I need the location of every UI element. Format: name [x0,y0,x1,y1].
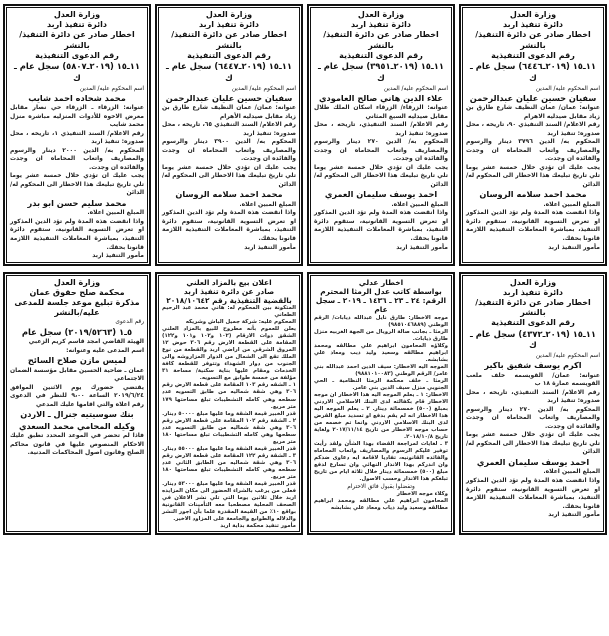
notice-heading: محكمة صلح حقوق عمان [29,287,125,297]
notice-text: المحكوم به/ الدين ٢٠٠٠ دينار والرسوم والمصاريف واتعاب المحاماه ان وجدت والفائده ان وجدت. [10,146,144,171]
notice-text: اسم المحكوم عليه/ المدين [535,85,600,92]
party-name: محمد سليم حسن ابو بدر [27,197,127,208]
court-hearing-notice [3,272,151,535]
execution-notice-4372 [459,272,607,535]
notice-heading: الرقم: ٢٤ ـ ٢٣ ـ ١٤٣٦ ـ ٢٠١٩ ـ سجل عام [315,296,447,315]
notice-text: مأمور التنفيذ اربد [244,243,296,251]
notice-text: ٣ ـ لغايات لمراجعة القضاء بهذا الشأن ولقد رأيت توفير عليكم الرسوم والمصاريف واتعاب المحاماه والفائده القانونيه، تفاديا لاقامة ايه دعاوى ضدكم وان انذركم بهذا الانذار النهائي وان تسارع لدفع مبلغ (٥٠٠) خمسمائة دينار خلال ثلاثة ايام من تاريخ تبلغكم هذا الانذار وحسب الاصول. [314,440,449,482]
notice-text: يجب عليك ان تؤدي خلال خمسة عشر يوما تلي تاريخ تبليغك هذا الاخطار الى المحكوم له/ الدائن [10,172,144,197]
notice-text: الرمثا ـ خلف محكمة الرمثا النظامية ـ الحي الجنوبي منزل سيف الدين بني عامر. [314,377,448,391]
notice-text: اسم المدعى عليه وعنوانه: [66,346,144,354]
notice-text: يجب عليك ان تؤدي خلال خمسة عشر يوما تلي تاريخ تبليغك هذا الاخطار الى المحكوم له/ الدائن [466,431,600,456]
party-name: سفيان حسين عليان عبدالرحمن [469,92,597,103]
notice-text: واذا انقضت هذه المدة ولم تؤد الدين المذكور او تعرض التسوية القانونية، ستقوم دائرة التنفيذ، بمباشرة المعاملات التنفيذية اللازمة قانونا بحقك. [314,209,448,242]
notice-text: قدر الخبير قيمة الشقة وما عليها مبلغ ٥٠٠٠٠ دينار. [162,410,296,417]
notice-heading: رقم الدعوى التنفيذية [187,50,271,60]
case-number: ١١ـ١٥ (٢٠١٩ـ٦٤٤٧) سجل عام ـ ك [165,61,293,83]
notice-text: عمان ـ ضاحية الحسين مقابل مؤسسة الضمان الاجتماعي [10,366,144,383]
notice-heading: اخطار صادر عن دائرة التنفيذ/بالنشر [171,30,287,50]
notice-text: الرمثا ـ بجانب صالة الرويال من الجهة الغربيه منزل طارق ذيابات. [314,328,448,342]
notice-text: يجب عليك ان تؤدي خلال خمسة عشر يوما تلي تاريخ تبليغك هذا الاخطار الى المحكوم له/ الدائن [466,163,600,188]
execution-notice-6446 [459,4,607,266]
notice-text: مأمور التنفيذ اربد [92,252,144,260]
notice-text: المحكوم به/ الدين ٢٧٠ دينار والرسوم والمصاريف واتعاب المحاماه ان وجدت والفائده ان وجدت. [314,138,448,163]
notice-text: يجب عليك ان تؤدي خلال خمسة عشر يوما تلي تاريخ تبليغك هذا الاخطار الى المحكوم له/ الدائن [314,163,448,188]
notice-heading: وزارة العدل [509,10,557,19]
case-number: ١١ـ١٥ (٢٠١٩ـ٤٣٧٢) سجل عام ـ ك [469,328,597,351]
execution-notice-5807 [3,4,151,266]
notice-heading: صادر عن دائرة تنفيذ اربد [183,286,275,296]
notice-heading: دائرة تنفيذ اربد [46,20,107,30]
notice-heading: مذكرة تبليغ موعد جلسة للمدعى [14,298,140,308]
party-name: اكرم يوسف شفيق باكير [484,360,582,371]
notice-text: ١ ـ الشقه رقم ١٠٣ المقامة على قطعة الارض رقم ٣٠٦ وهي شقة شماليه من طابق التسويه عدد سطحه وهي كامله التشطيبات تبلغ مساحتها ١٧٩ متر مربع. [162,382,297,410]
notice-text: واذا انقضت هذه المدة ولم تؤد الدين المذكور او تعرض التسوية القانونية، ستقوم دائرة التنفيذ، بمباشرة المعاملات التنفيذية اللازمة قانونا بحقك. [466,209,600,242]
notice-heading: وزارة العدل [205,10,253,19]
notice-text: المبلغ المبين اعلاه. [239,200,296,208]
notice-text: رقم الاعلام/ السند التنفيذي، تاريخه ، محل صدوره: تنفيذ اربد [466,388,600,405]
notice-text: المحكوم به/ الدين ٢٧٠ دينار والرسوم والمصاريف واتعاب المحاماه ان وجدت والفائده ان وجدت. [466,405,600,430]
notice-text: عنوانه: عمان/ عمان النظيف شارع طارق بن زياد مقابل صيدليه الاهرام [466,104,600,120]
notice-heading: اخطار صادر عن دائرة التنفيذ/بالنشر [323,30,439,50]
notice-text: المبلغ المبين اعلاه. [391,200,448,208]
notice-text: موجه الاخطار: طارق نايل عبدالله ذيابات/ الرقم الوطني (٩٨٥١٠٤٦٨٨٩) [314,314,448,328]
notice-heading: دائرة تنفيذ اربد [502,287,563,297]
notice-heading: بالقضية التنفيذية رقم ٢٠١٨/١٠٦٤٢ [166,296,292,306]
party-name: محمد احمد سلامه الروسان [175,189,283,200]
case-number: ١١ـ١٥ (٢٠١٩ـ٥٨٠٧) سجل عام ـ ك [13,61,141,83]
notice-text: واذا انقضت هذه المدة ولم تؤد الدين المذكور او تعرض التسوية القانونية، ستقوم دائرة التنفيذ، بمباشرة المعاملات التنفيذية اللازمة قانونا بحقك. [10,217,144,251]
notice-heading: وزارة العدل [509,277,557,287]
notice-heading: رقم الدعوى التنفيذية [491,50,575,60]
notice-text: وكلاؤه المحامون ابراهيم علي مطالقه ومحمد ابراهيم مطالقه وسعيد وليد ذيب ومعاذ علي بشابشه. [314,342,448,363]
notice-text: واذا انقضت هذه المدة ولم تؤد الدين المذكور او تعرض التسوية القانونية، ستقوم دائرة التنفيذ، بمباشرة المعاملات التنفيذية اللازمة قانونا بحقك. [162,209,296,242]
notice-text: ٣ ـ الشقة رقم ١٢٢ المقامة على قطعة الارض رقم ٣٠٦ وهي شقة شماليه من الطابق الثاني عدد سطحه وهي كامله التشطيبات تبلغ مساحتها ١٨٠ متر مربع. [162,452,297,480]
notice-text: يجب عليك ان تؤدي خلال خمسة عشر يوما تلي تاريخ تبليغك هذا الاخطار الى المحكوم له/ الدائن [162,163,296,188]
notice-heading: رقم الدعوى التنفيذية [35,50,119,60]
notice-text: رقم الاعلام/ السند التنفيذي ٦٥، تاريخه ، محل صدوره: تنفيذ اربد [162,121,296,137]
notice-text: المبلغ المبين اعلاه. [543,468,600,476]
notice-heading: عليه/بالنشر [54,308,100,318]
notice-text: فاذا لم تحضر في الموعد المحدد تطبق عليك الاحكام المنصوص عليها في قانون محاكم الصلح وقانون اصول المحاكمات المدنية. [10,432,144,457]
notice-text: رقم الاعلام/ السند التنفيذي ١، تاريخه ، محل صدوره: تنفيذ اربد [10,129,145,146]
notice-text: ٢ ـ الشقة رقم ١٠٢ المقامة على قطعة الارض رقم ٣٠٦ وهي شقة شماليه من طابق التسويه عدد سطحها وهي كامله التشطيبات تبلغ مساحتها ١٨٠ متر مربع [162,417,297,445]
notice-heading: وزارة العدل [53,277,101,287]
notice-text: عنوانه: عمان/ القويسمه خلف ملعب القويسمه عمارة ١٨ ب [466,371,600,388]
public-auction-notice [155,272,303,535]
notice-text: المبلغ المبين اعلاه. [543,200,600,208]
notice-text: المتكونة بين المحكوم له: هاني محمد عبد الرحيم الطعاني [162,305,296,319]
notice-text: عنوانه: الزرقاء ـ الزرقاء حي نصار مقابل معرض الاخوه للأدوات المنزليه مباشره منزل محمد شايب [10,104,144,129]
notice-text: مأمور التنفيذ اربد [548,243,600,251]
notice-text: المحكوم به/ الدين ٣٩٠٠ دينار والرسوم والمصاريف واتعاب المحاماه ان وجدت والفائده ان وجدت. [162,138,296,163]
notice-text: الهيئة القاضي امجد قاسم كريم الزعبي [28,338,144,346]
case-number: ١١ـ١٥ (٢٠١٩ـ٣٩٥١) سجل عام ـ ك [317,61,445,83]
notice-text: وتفضلوا بقبول فائق الاحترام [347,483,415,490]
notice-text: قدر الخبير قيمة الشقة وما عليها مبلغ ٥٣٠٠٠ دينار. [162,480,296,487]
party-name: بنك سوسيتيه جنرال ـ الاردن [20,409,134,420]
notice-heading: اخطار عدلي [358,277,404,287]
notice-heading: دائرة تنفيذ اربد [502,20,563,30]
notice-text: المبلغ المبين اعلاه. [87,209,144,217]
notice-heading: بواسطة كاتب عدل الرمثا المحترم [320,286,442,296]
notice-heading: رقم الدعوى التنفيذية [339,50,423,60]
notice-heading: اخطار صادر عن دائرة التنفيذ/بالنشر [475,298,591,318]
party-name: علاء الدين هاني صالح العامودي [318,92,443,103]
notice-heading: رقم الدعوى التنفيذية [491,318,575,328]
notice-heading: اخطار صادر عن دائرة التنفيذ/بالنشر [475,30,591,50]
notice-text: فعلى من يرغب بالشراء الحضور الى مكان المزايده اربد خلال ثلاثين يوما التي تلي نشر الاعلان في الصحف المحلية مصطحبا معه التأمينات القانونية بواقع ١٠٪ من القيمة المقدرة علما بأن اجور النشر والدلاله والطوابع والجامعة على المزاود الاخير. [162,487,297,522]
notice-text: المحكوم به/ الدين ٣٧٩٦ دينار والرسوم والمصاريف واتعاب المحاماه ان وجدت والفائده ان وجدت. [466,138,600,163]
party-name: وكيله المحامي محمد السعدي [18,420,135,431]
notice-text: الموجه اليه الاخطار: سيف الدين احمد عبدالله بني عامر/ الرقم الوطني (٩٨٨١٠١٠٠٨٣) [314,363,448,377]
notice-heading: دائرة تنفيذ اربد [350,20,411,30]
judicial-notice-ramtha [307,272,455,535]
notice-text: المحامون ابراهيم علي مطالقه ومحمد ابراهيم مطالقه وسعيد وليد ذياب ومعاذ علي بشابشه [314,498,448,512]
case-number: ١١ـ١٥ (٢٠١٩ـ٦٤٤٦) سجل عام ـ ك [469,61,597,83]
notice-text: يقتضي حضورك يوم الاثنين الموافق ٢٠١٩/٦/٢٤ الساعة ٩،٠٠ للنظر في الدعوى رقم اعلاه والتي اقامها عليك المدعي [10,383,144,408]
notice-text: اسم المحكوم عليه/ المدين [79,85,144,92]
party-name: محمد شحاده احمد شايب [28,92,126,103]
notice-text: عنوانه: عمان/ عمان النظيف شارع طارق بن زياد مقابل صيدليه الأهرام [162,104,296,120]
notice-text: اسم المحكوم عليه/ المدين [231,85,296,92]
party-name: احمد يوسف سليمان العمري [324,189,438,200]
notice-heading: وزارة العدل [357,10,405,19]
party-name: احمد يوسف سليمان العمري [476,457,590,467]
notice-text: مأمور التنفيذ اربد [396,243,448,251]
notice-text: عنوانه: الزرقاء/ الزرقاء اسكان الملك طلال مقابل صيدليه السبع المثاني [314,104,448,120]
notice-heading: وزارة العدل [53,10,101,19]
notice-text: يعلن للعموم بأنه مطروح للبيع بالمزاد العلني الشقق ذوات الارقام (١٠٢ و١٠٢ و١٠١ و١٢٢) المقامة على القطعة الارض رقم ٣٠٦ حوض ١٢ المروق الشرقي من اراضي اربد والقطعة من نوع الملك تقع الى الشمال من الدوار المزاروشه والى الجنوب من دوار الشهداء وتتوفر للقطعة كافة الخدمات ومقام عليها بناية سكنية/ مساحة ٣١ مؤلفة من خمسة طوابق مع التسويه. [162,326,296,382]
notice-text: رقم الدعوى [115,319,144,326]
party-name: سفيان حسين عليان عبدالرحمن [165,92,293,103]
party-name: محمد احمد سلامه الروسان [479,189,587,200]
notice-text: رقم الاعلام/ السند التنفيذي، تاريخه ، محل صدوره: تنفيذ اربد [314,121,448,137]
execution-notice-6447 [155,4,303,266]
notice-heading: اعلان بيع بالمزاد العلني [186,277,272,287]
party-name: لميس مازن صلاح السائح [27,355,127,366]
notice-text: المحكوم عليه: شركة جميل الباش وشريكه [185,319,296,326]
notice-text: مأمور تنفيذ محكمة بداية اربد [220,522,296,529]
notice-text: وكلاء موجه الاخطار [396,491,448,498]
notice-text: اسم المحكوم عليه/ المدين [383,85,448,92]
case-number: ٥ـ١ (٢٠١٩/٥٢٦٣) سجل عام [21,326,133,337]
notice-text: قدر الخبير قيمة الشقة وما عليها مبلغ ٥٥٠٠٠ دينار. [162,445,296,452]
notice-text: مأمور التنفيذ اربد [548,511,600,519]
notice-heading: دائرة تنفيذ اربد [198,20,259,30]
notice-heading: اخطار صادر عن دائرة التنفيذ/بالنشر [19,30,135,50]
notice-text: واذا انقضت هذه المدة ولم تؤد الدين المذكور او تعرض التسوية القانونية، ستقوم دائرة التنفيذ، بمباشرة المعاملات التنفيذية اللازمة قانونا بحقك. [466,477,600,510]
notice-text: الاخطار: ١ ـ يعلم الموجه اليه هذا الاخطار ان موجه الاخطار قام بكفالته لدى البنك الاسلامي الاردني بمبلغ (٥٠٠) خمسمائة دينار. ٢ ـ يعلم الموجه اليه هذا الاخطار انه لم يقم بدفع او تسديد مبلغ القرض لدى البنك الاسلامي الاردني وانما تم خصمه من حساب موجه الاخطار من تاريخ ٢٠١٧/١١/١٤ ولغاية تاريخ ٢٠١٨/١٠/٨. [314,391,448,440]
notice-text: رقم الاعلام/ السند التنفيذي ٩٠، تاريخه ، محل صدوره: تنفيذ اربد [466,121,600,137]
execution-notice-3951 [307,4,455,266]
notice-text: اسم المحكوم عليه/ المدين [535,353,600,360]
